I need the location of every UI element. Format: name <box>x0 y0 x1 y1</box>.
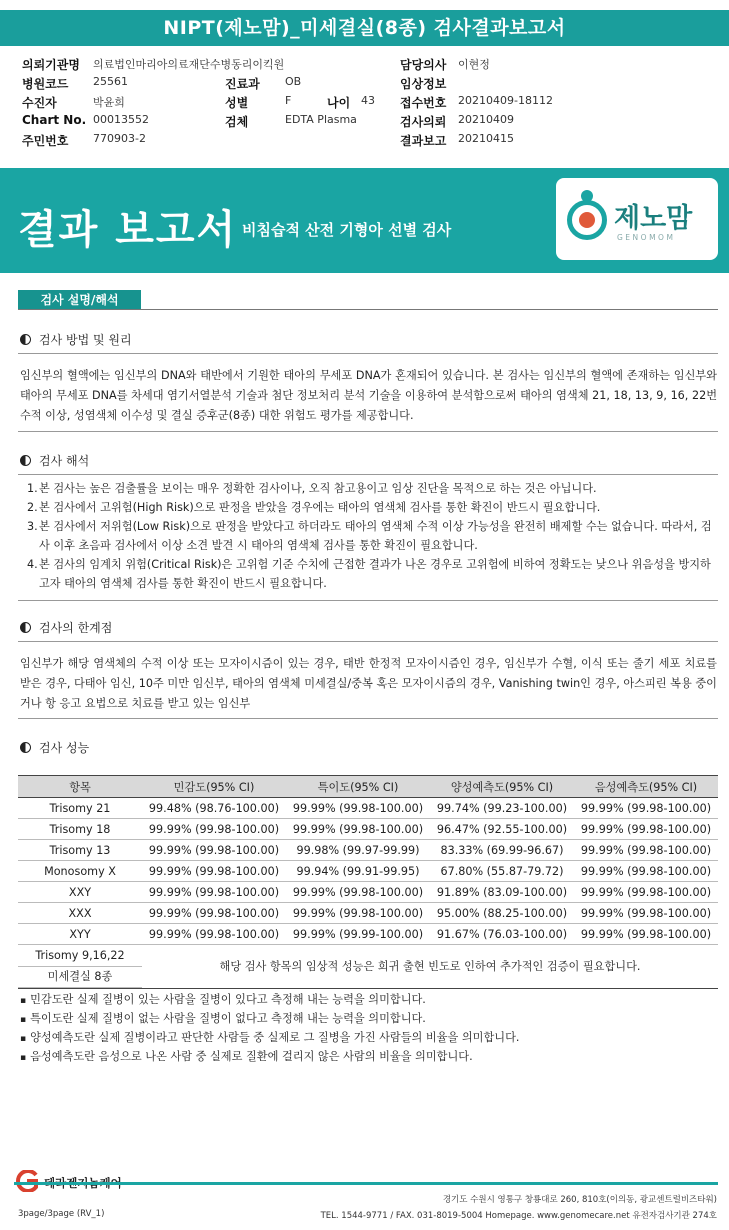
column-header: 민감도(95% CI) <box>142 776 286 798</box>
column-header: 특이도(95% CI) <box>286 776 430 798</box>
table-cell: 99.99% (99.98-100.00) <box>142 819 286 840</box>
table-cell: 99.99% (99.98-100.00) <box>574 903 718 924</box>
list-item-text: 본 검사의 임계치 위험(Critical Risk)은 고위험 기준 수치에 근접한 결과가 나온 경우로 고위험에 비하여 정확도는 낮으나 위음성을 방지하고자 태아의 염색체 검사를 통한 확진이 반드시 필요합니다. <box>39 558 711 590</box>
table-cell: 99.99% (99.98-100.00) <box>574 882 718 903</box>
doctor-value: 이현정 <box>458 58 490 71</box>
table-cell: 91.89% (83.09-100.00) <box>430 882 574 903</box>
table-cell: Monosomy X <box>18 861 142 882</box>
half-circle-icon <box>20 622 31 633</box>
divider <box>18 431 718 432</box>
table-row <box>18 819 718 840</box>
table-cell: 99.99% (99.98-100.00) <box>574 798 718 819</box>
divider <box>18 309 718 310</box>
receipt-label: 접수번호 <box>400 96 447 110</box>
definition-notes <box>20 991 717 1067</box>
sex-value: F <box>285 94 292 107</box>
table-cell: 99.99% (99.98-100.00) <box>142 903 286 924</box>
limits-text: 임신부가 해당 염색체의 수적 이상 또는 모자이시즘이 있는 경우, 태반 한정적 모자이시즘인 경우, 임신부가 수혈, 이식 또는 줄기 세포 치료를 받은 경우, 다태아 임신, 10주 미만 임신부, 태아의 염색체 미세결실/중복 혹은 모자이시즘의 경우, Vanishing twin인 경우, 아스피린 복용 중이거나 항 응고 요법으로 치료를 받고 있는 임신부 <box>20 657 717 710</box>
table-cell: 95.00% (88.25-100.00) <box>430 903 574 924</box>
divider <box>18 353 718 354</box>
age-label: 나이 <box>327 96 351 110</box>
list-item: 4. 본 검사의 임계치 위험(Critical Risk)은 고위험 기준 수치에 근접한 결과가 나온 경우로 고위험에 비하여 정확도는 낮으나 위음성을 방지하고자 태아의 염색체 검사를 통한 확진이 반드시 필요합니다. <box>27 555 717 593</box>
table-cell: 99.98% (99.97-99.99) <box>286 840 430 861</box>
dept-label: 진료과 <box>225 77 260 91</box>
table-cell: 99.99% (99.98-100.00) <box>286 882 430 903</box>
rrn-value: 770903-2 <box>93 132 146 145</box>
interpretation-heading-text: 검사 해석 <box>39 454 90 468</box>
table-cell: Trisomy 13 <box>18 840 142 861</box>
hospital-value: 의료법인마리아의료재단수병동리이킥원 <box>93 58 285 71</box>
table-row <box>18 903 718 924</box>
note-item: ▪ 양성예측도란 실제 질병이라고 판단한 사람들 중 실제로 그 질병을 가진 사람들의 비율을 의미합니다. <box>20 1029 717 1048</box>
rrn-label: 주민번호 <box>22 134 69 148</box>
divider <box>18 641 718 642</box>
table-cell: 99.99% (99.98-100.00) <box>142 861 286 882</box>
table-cell: 99.99% (99.98-100.00) <box>142 882 286 903</box>
table-cell: XXX <box>18 903 142 924</box>
half-circle-icon <box>20 742 31 753</box>
table-cell: Trisomy 18 <box>18 819 142 840</box>
table-cell: 99.99% (99.98-100.00) <box>574 924 718 945</box>
code-value: 25561 <box>93 75 128 88</box>
table-cell: XYY <box>18 924 142 945</box>
divider <box>18 600 718 601</box>
request-label: 검사의뢰 <box>400 115 447 129</box>
method-heading-text: 검사 방법 및 원리 <box>39 333 132 347</box>
footer-divider <box>14 1182 718 1185</box>
performance-heading-text: 검사 성능 <box>39 741 90 755</box>
report-title: NIPT(제노맘)_미세결실(8종) 검사결과보고서 <box>0 10 729 46</box>
sampler-value: 박윤희 <box>93 96 125 109</box>
chart-label: Chart No. <box>22 113 87 127</box>
note-item: ▪ 음성예측도란 음성으로 나온 사람 중 실제로 질환에 걸리지 않은 사람의 비율을 의미합니다. <box>20 1048 717 1067</box>
tail-note: 해당 검사 항목의 임상적 성능은 희귀 출현 빈도로 인하여 추가적인 검증이 필요합니다. <box>219 960 641 973</box>
column-header: 항목 <box>18 776 142 798</box>
clinical-label: 임상정보 <box>400 77 447 91</box>
logo-subtext: GENOMOM <box>617 233 676 242</box>
table-cell: 99.99% (99.98-100.00) <box>574 840 718 861</box>
list-item-text: 본 검사는 높은 검출률을 보이는 매우 정확한 검사이나, 오직 참고용이고 임상 진단을 목적으로 하는 것은 아닙니다. <box>39 482 597 495</box>
table-cell: 99.99% (99.98-100.00) <box>286 798 430 819</box>
sampler-label: 수진자 <box>22 96 57 110</box>
method-text: 임신부의 혈액에는 임신부의 DNA와 태반에서 기원한 태아의 무세포 DNA가 혼재되어 있습니다. 본 검사는 임신부의 혈액에 존재하는 임신부와 태아의 무세포 DNA를 차세대 염기서열분석 기술과 첨단 정보처리 분석 기술을 이용하여 분석함으로써 태아의 염색체 21, 18, 13, 9, 16, 22번 수적 이상, 성염색체 이수성 및 결실 증후군(8종) 대한 위험도 평가를 제공합니다. <box>20 369 717 422</box>
banner-title: 결과 보고서 <box>18 207 238 253</box>
logo-baby-icon <box>579 212 595 228</box>
table-row <box>18 840 718 861</box>
request-value: 20210409 <box>458 113 514 126</box>
table-cell: 99.99% (99.98-100.00) <box>142 840 286 861</box>
table-cell: 99.99% (99.98-100.00) <box>574 819 718 840</box>
method-heading <box>20 331 132 348</box>
note-item: ▪ 특이도란 실제 질병이 없는 사람을 질병이 없다고 측정해 내는 능력을 의미합니다. <box>20 1010 717 1029</box>
list-item-text: 본 검사에서 고위험(High Risk)으로 판정을 받았을 경우에는 태아의 염색체 검사를 통한 확진이 반드시 필요합니다. <box>39 501 601 514</box>
logo-text: 제노맘 <box>614 203 693 234</box>
age-value: 43 <box>361 94 375 107</box>
footer-address <box>321 1192 717 1224</box>
receipt-value: 20210409-18112 <box>458 94 553 107</box>
address-text: 경기도 수원시 영통구 창룡대로 260, 810호(이의동, 광교센트럴비즈타워) <box>442 1195 717 1205</box>
patient-info <box>22 56 712 150</box>
list-item: 2. 본 검사에서 고위험(High Risk)으로 판정을 받았을 경우에는 태아의 염색체 검사를 통한 확진이 반드시 필요합니다. <box>27 498 717 517</box>
table-row <box>18 861 718 882</box>
list-item: 1. 본 검사는 높은 검출률을 보이는 매우 정확한 검사이나, 오직 참고용이고 임상 진단을 목적으로 하는 것은 아닙니다. <box>27 479 717 498</box>
specimen-label: 검체 <box>225 115 249 129</box>
table-cell: 91.67% (76.03-100.00) <box>430 924 574 945</box>
page-number: 3page/3page (RV_1) <box>18 1209 105 1219</box>
contact-text: TEL. 1544-9771 / FAX. 031-8019-5004 Homepage. www.genomecare.net 유전자검사기관 274호 <box>320 1211 717 1221</box>
divider <box>18 988 718 989</box>
table-cell: 99.99% (99.99-100.00) <box>286 924 430 945</box>
divider <box>18 718 718 719</box>
table-cell: 96.47% (92.55-100.00) <box>430 819 574 840</box>
performance-heading <box>20 739 89 756</box>
table-cell: 67.80% (55.87-79.72) <box>430 861 574 882</box>
column-header: 음성예측도(95% CI) <box>574 776 718 798</box>
doctor-label: 담당의사 <box>400 58 447 72</box>
report-date-value: 20210415 <box>458 132 514 145</box>
tail-row-microdeletion: 미세결실 8종 <box>18 967 142 988</box>
note-item: ▪ 민감도란 실제 질병이 있는 사람을 질병이 있다고 측정해 내는 능력을 의미합니다. <box>20 991 717 1010</box>
dept-value: OB <box>285 75 302 88</box>
half-circle-icon <box>20 334 31 345</box>
tail-row-trisomy: Trisomy 9,16,22 <box>18 946 142 967</box>
column-header: 양성예측도(95% CI) <box>430 776 574 798</box>
terragen-logo-icon <box>14 1170 40 1192</box>
report-date-label: 결과보고 <box>400 134 447 148</box>
table-row <box>18 924 718 945</box>
list-item: 3. 본 검사에서 저위험(Low Risk)으로 판정을 받았다고 하더라도 태아의 염색체 수적 이상 가능성을 완전히 배제할 수는 없습니다. 따라서, 검사 이후 초음파 검사에서 이상 소견 발견 시 태아의 염색체 검사를 통한 확진이 필요합니다. <box>27 517 717 555</box>
table-cell: 99.94% (99.91-99.95) <box>286 861 430 882</box>
specimen-value: EDTA Plasma <box>285 113 357 126</box>
table-cell: XXY <box>18 882 142 903</box>
performance-table <box>18 775 718 945</box>
limits-heading <box>20 619 112 636</box>
table-cell: 99.99% (99.98-100.00) <box>574 861 718 882</box>
chart-value: 00013552 <box>93 113 149 126</box>
table-row <box>18 882 718 903</box>
half-circle-icon <box>20 455 31 466</box>
table-row <box>18 798 718 819</box>
table-cell: 99.74% (99.23-100.00) <box>430 798 574 819</box>
hospital-label: 의뢰기관명 <box>22 58 80 72</box>
banner-subtitle: 비침습적 산전 기형아 선별 검사 <box>242 221 452 239</box>
code-label: 병원코드 <box>22 77 69 91</box>
table-cell: 99.99% (99.98-100.00) <box>286 903 430 924</box>
section-tab: 검사 설명/해석 <box>18 290 141 310</box>
table-cell: 83.33% (69.99-96.67) <box>430 840 574 861</box>
table-cell: Trisomy 21 <box>18 798 142 819</box>
list-item-text: 본 검사에서 저위험(Low Risk)으로 판정을 받았다고 하더라도 태아의 염색체 수적 이상 가능성을 완전히 배제할 수는 없습니다. 따라서, 검사 이후 초음파 검사에서 이상 소견 발견 시 태아의 염색체 검사를 통한 확진이 필요합니다. <box>39 520 712 552</box>
logo-head-icon <box>581 190 593 202</box>
table-cell: 99.99% (99.98-100.00) <box>142 924 286 945</box>
limits-heading-text: 검사의 한계점 <box>39 621 113 635</box>
interpretation-list <box>27 479 717 593</box>
table-cell: 99.48% (98.76-100.00) <box>142 798 286 819</box>
interpretation-heading <box>20 452 89 469</box>
divider <box>18 474 718 475</box>
sex-label: 성별 <box>225 96 249 110</box>
table-cell: 99.99% (99.98-100.00) <box>286 819 430 840</box>
